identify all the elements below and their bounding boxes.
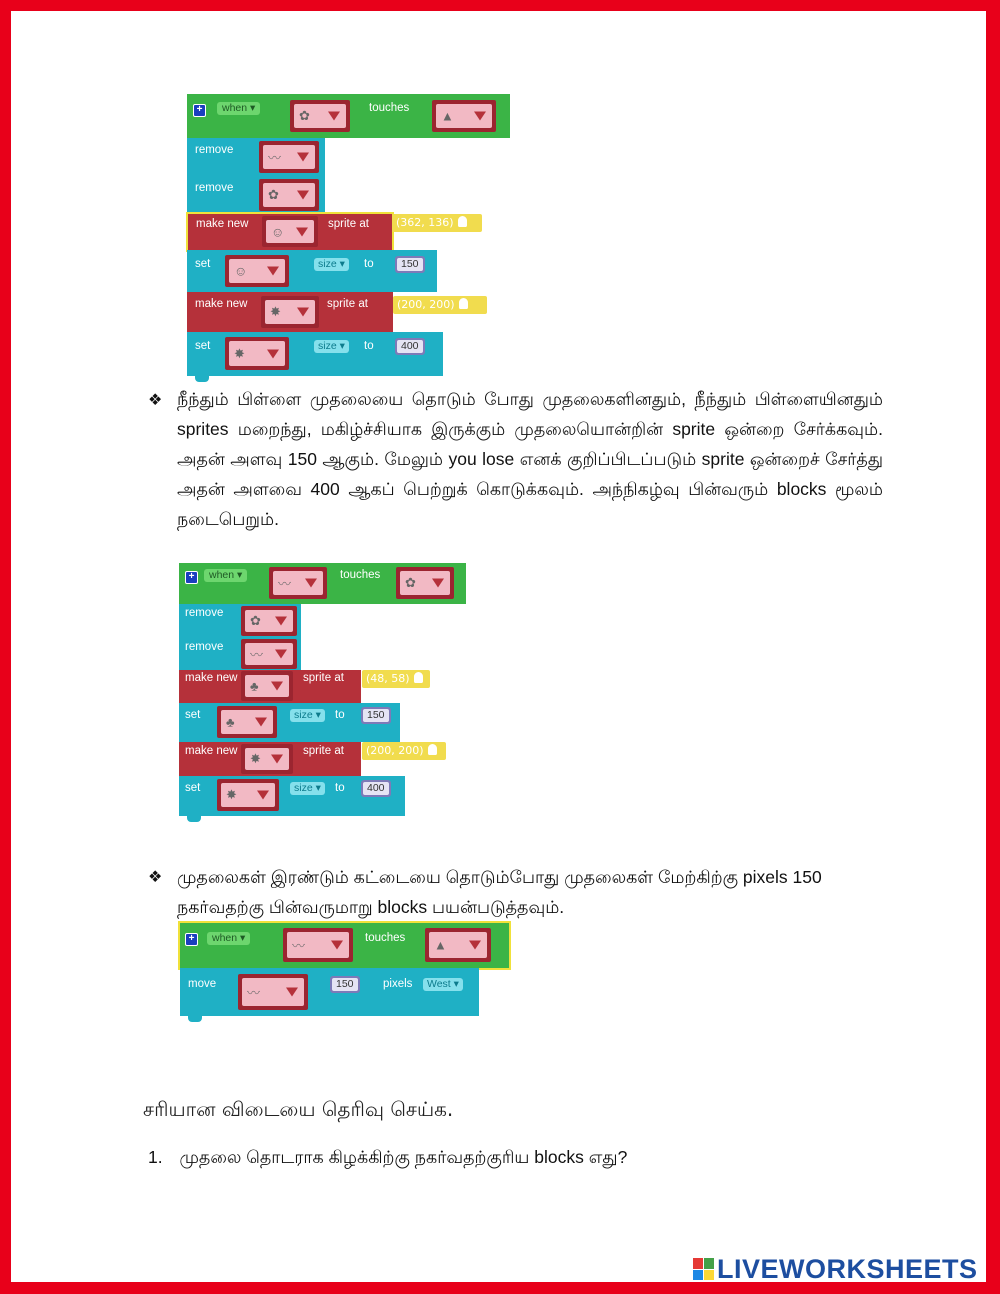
make-new-label: make new — [195, 298, 248, 310]
event-block[interactable] — [187, 94, 510, 138]
set-size-block-2[interactable] — [179, 776, 405, 816]
size-value-input[interactable]: 150 — [395, 256, 425, 273]
sprite-dropdown-crocodile[interactable] — [283, 928, 353, 962]
set-label: set — [185, 782, 201, 794]
sprite-dropdown-log[interactable] — [425, 928, 491, 962]
size-value-input[interactable]: 400 — [361, 780, 391, 797]
sprite-dropdown-crocodile[interactable] — [269, 567, 327, 599]
remove-block-1[interactable] — [187, 138, 325, 176]
move-label: move — [188, 978, 217, 990]
touches-label: touches — [369, 102, 410, 114]
triangle-icon — [469, 941, 481, 950]
crocodile-icon: 〰 — [250, 647, 264, 663]
section-heading: சரியான விடையை தெரிவு செய்க. — [143, 1097, 454, 1121]
sprite-dropdown-you-lose[interactable] — [217, 779, 279, 811]
triangle-icon — [267, 267, 279, 276]
when-dropdown[interactable]: when ▾ — [204, 569, 247, 582]
event-block[interactable] — [179, 563, 466, 604]
sprite-dropdown-child[interactable] — [225, 255, 289, 287]
child-icon: ☺ — [271, 224, 285, 239]
sprite-dropdown-swimmer[interactable] — [396, 567, 454, 599]
sprite-dropdown-crocodile[interactable] — [259, 141, 319, 173]
when-dropdown[interactable]: when ▾ — [217, 102, 260, 115]
question-number: 1. — [148, 1147, 163, 1167]
set-size-block-1[interactable] — [187, 250, 437, 292]
set-label: set — [195, 258, 211, 270]
to-label: to — [364, 258, 374, 270]
make-new-label: make new — [196, 218, 249, 230]
move-block[interactable] — [180, 968, 479, 1016]
triangle-icon — [305, 579, 317, 588]
swimmer-icon: ✿ — [250, 613, 261, 628]
crocodile-icon: 〰 — [268, 150, 282, 166]
liveworksheets-logo[interactable] — [693, 1254, 978, 1284]
happy-crocodile-icon: ♣ — [226, 714, 235, 730]
sprite-dropdown-crocodile[interactable] — [241, 639, 297, 669]
make-new-label: make new — [185, 745, 238, 757]
triangle-icon — [328, 112, 340, 121]
set-size-block-1[interactable] — [179, 703, 400, 742]
sprite-at-label: sprite at — [327, 298, 368, 310]
remove-block-2[interactable] — [187, 176, 325, 214]
you-lose-icon: ✸ — [234, 345, 245, 361]
swimmer-icon: ✿ — [405, 575, 416, 590]
remove-label: remove — [185, 607, 224, 619]
make-new-block-1[interactable] — [188, 214, 392, 250]
make-new-block-2[interactable] — [179, 742, 361, 776]
size-dropdown[interactable]: size ▾ — [314, 340, 349, 353]
sprite-at-label: sprite at — [303, 672, 344, 684]
lightbulb-icon — [428, 744, 437, 755]
triangle-icon — [275, 650, 287, 659]
crocodile-icon: 〰 — [292, 938, 306, 954]
remove-label: remove — [195, 144, 234, 156]
sprite-at-label: sprite at — [303, 745, 344, 757]
bullet-diamond-icon: ❖ — [148, 867, 163, 886]
coordinate-input-2[interactable]: (200, 200) — [362, 742, 446, 760]
question-text: முதலை தொடராக கிழக்கிற்கு நகர்வதற்குரிய blocks எது? — [179, 1147, 628, 1167]
swimmer-icon: ✿ — [268, 187, 279, 202]
sprite-at-label: sprite at — [328, 218, 369, 230]
triangle-icon — [271, 755, 283, 764]
bullet2-paragraph: முதலைகள் இரண்டும் கட்டையை தொடும்போது முதலைகள் மேற்கிற்கு pixels 150 நகர்வதற்கு பின்வருமாறு blocks பயன்படுத்தவும். — [177, 867, 822, 917]
coordinate-input-1[interactable]: (362, 136) — [392, 214, 482, 232]
you-lose-icon: ✸ — [250, 751, 261, 766]
triangle-icon — [275, 617, 287, 626]
bullet1-paragraph: நீந்தும் பிள்ளை முதலையை தொடும் போது முதலைகளினதும், நீந்தும் பிள்ளையினதும் sprites மறைந்து, மகிழ்ச்சியாக இருக்கும் முதலையொன்றின் sprite ஒன்றை சேர்க்கவும். அதன் அளவு 150 ஆகும். மேலும் you lose எனக் குறிப்பிடப்படும் sprite ஒன்றைச் சேர்த்து அதன் அளவை 400 ஆகப் பெற்றுக் கொடுக்கவும். அந்நிகழ்வு பின்வரும் blocks மூலம் நடைபெறும். — [177, 389, 883, 529]
child-icon: ☺ — [234, 263, 248, 279]
make-new-label: make new — [185, 672, 238, 684]
triangle-icon — [255, 718, 267, 727]
make-new-block-1[interactable] — [179, 670, 361, 703]
coordinate-input-2[interactable]: (200, 200) — [393, 296, 487, 314]
set-size-block-2[interactable] — [187, 332, 443, 376]
event-block[interactable] — [180, 923, 509, 968]
sprite-dropdown-you-lose[interactable] — [261, 296, 319, 328]
make-new-block-2[interactable] — [187, 292, 393, 332]
triangle-icon — [296, 227, 308, 236]
question-1 — [148, 1147, 627, 1170]
set-label: set — [185, 709, 201, 721]
triangle-icon — [257, 791, 269, 800]
lightbulb-icon — [458, 216, 467, 227]
to-label: to — [335, 709, 345, 721]
sprite-dropdown-swimmer[interactable] — [259, 179, 319, 211]
size-dropdown[interactable]: size ▾ — [290, 782, 325, 795]
triangle-icon — [297, 153, 309, 162]
sprite-dropdown-child[interactable] — [262, 216, 318, 247]
remove-block-2[interactable] — [179, 638, 301, 670]
log-icon: ▲ — [434, 937, 447, 953]
triangle-icon — [432, 579, 444, 588]
you-lose-icon: ✸ — [270, 304, 281, 319]
coordinate-input-1[interactable]: (48, 58) — [362, 670, 430, 688]
triangle-icon — [286, 988, 298, 997]
sprite-dropdown-log[interactable] — [432, 100, 496, 132]
triangle-icon — [331, 941, 343, 950]
remove-block-1[interactable] — [179, 604, 301, 638]
plus-icon[interactable]: + — [185, 571, 198, 584]
sprite-dropdown-happy-crocodile[interactable] — [217, 706, 277, 738]
triangle-icon — [474, 112, 486, 121]
triangle-icon — [267, 349, 279, 358]
pixels-label: pixels — [383, 978, 413, 990]
direction-dropdown[interactable]: West ▾ — [423, 978, 463, 991]
remove-label: remove — [195, 182, 234, 194]
lightbulb-icon — [459, 298, 468, 309]
to-label: to — [364, 340, 374, 352]
size-value-input[interactable]: 150 — [361, 707, 391, 724]
size-dropdown[interactable]: size ▾ — [290, 709, 325, 722]
sprite-dropdown-crocodile[interactable] — [238, 974, 308, 1010]
plus-icon[interactable]: + — [185, 933, 198, 946]
triangle-icon — [271, 682, 283, 691]
log-icon: ▲ — [441, 108, 454, 124]
swimmer-icon: ✿ — [299, 108, 310, 123]
sprite-dropdown-happy-crocodile[interactable] — [241, 671, 293, 701]
pixels-value-input[interactable]: 150 — [330, 976, 360, 993]
touches-label: touches — [340, 569, 381, 581]
set-label: set — [195, 340, 211, 352]
triangle-icon — [297, 191, 309, 200]
sprite-dropdown-swimmer[interactable] — [290, 100, 350, 132]
crocodile-icon: 〰 — [247, 985, 261, 1001]
to-label: to — [335, 782, 345, 794]
sprite-dropdown-you-lose[interactable] — [241, 744, 293, 774]
when-dropdown[interactable]: when ▾ — [207, 932, 250, 945]
plus-icon[interactable]: + — [193, 104, 206, 117]
lightbulb-icon — [414, 672, 423, 683]
size-dropdown[interactable]: size ▾ — [314, 258, 349, 271]
sprite-dropdown-you-lose[interactable] — [225, 337, 289, 370]
triangle-icon — [297, 308, 309, 317]
happy-crocodile-icon: ♣ — [250, 678, 259, 694]
size-value-input[interactable]: 400 — [395, 338, 425, 355]
you-lose-icon: ✸ — [226, 787, 237, 802]
touches-label: touches — [365, 932, 406, 944]
logo-text: LIVEWORKSHEETS — [717, 1253, 978, 1284]
sprite-dropdown-swimmer[interactable] — [241, 606, 297, 636]
logo-cube-icon — [693, 1258, 714, 1280]
crocodile-icon: 〰 — [278, 576, 292, 592]
remove-label: remove — [185, 641, 224, 653]
bullet-diamond-icon: ❖ — [148, 390, 163, 409]
